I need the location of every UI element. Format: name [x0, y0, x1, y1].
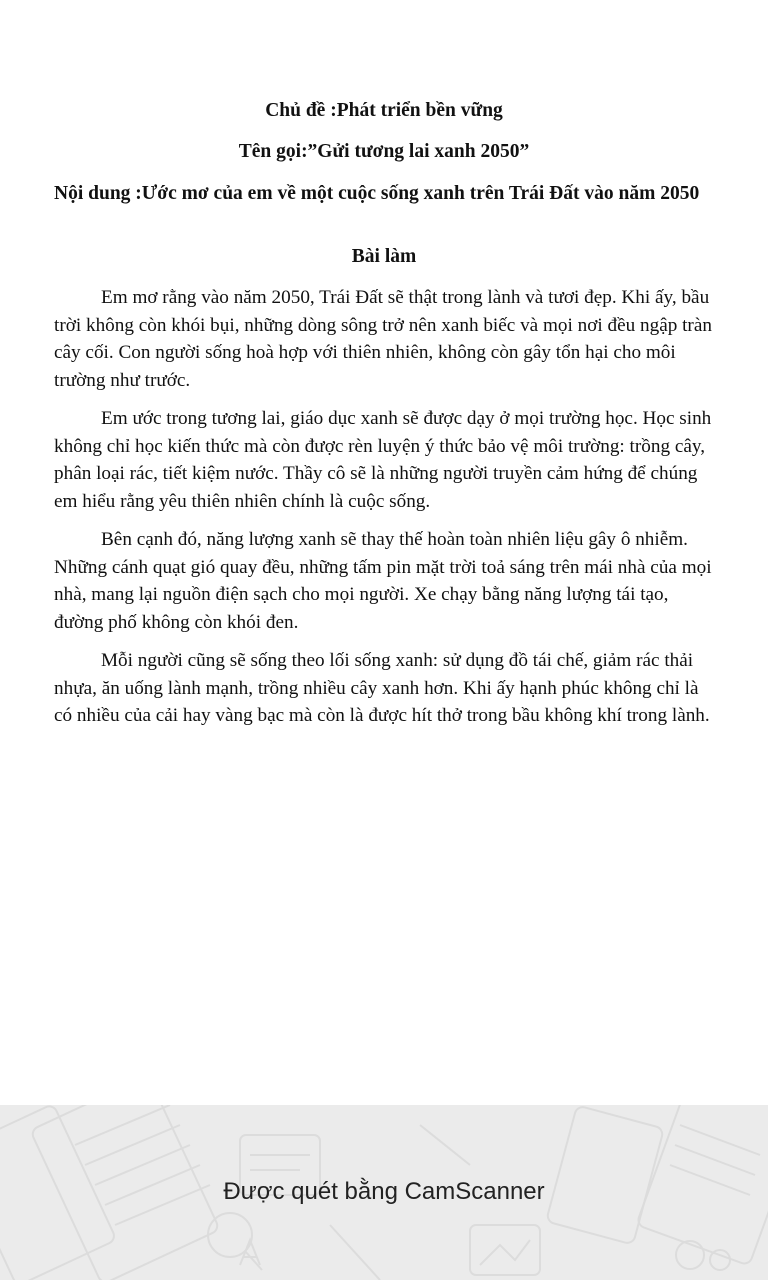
essay-paragraph: Mỗi người cũng sẽ sống theo lối sống xanh: sử dụng đồ tái chế, giảm rác thải nhựa, ăn uống lành mạnh, trồng nhiều cây xanh hơn. Khi ấy hạnh phúc không chỉ là có nhiều của cải hay vàng bạc mà còn là được hít thở trong bầu không khí trong lành. [54, 650, 710, 726]
essay-paragraph: Em ước trong tương lai, giáo dục xanh sẽ được dạy ở mọi trường học. Học sinh không chỉ học kiến thức mà còn được rèn luyện ý thức bảo vệ môi trường: trồng cây, phân loại rác, tiết kiệm nước. Thầy cô sẽ là những người truyền cảm hứng để chúng em hiểu rằng yêu thiên nhiên chính là cuộc sống. [54, 408, 712, 512]
content-heading: Nội dung :Ước mơ của em về một cuộc sống xanh trên Trái Đất vào năm 2050 [54, 183, 700, 204]
camscanner-watermark: Được quét bằng CamScanner [223, 1178, 545, 1205]
essay-title: Bài làm [351, 246, 417, 267]
essay-body [54, 284, 718, 741]
topic-heading: Chủ đề :Phát triển bền vững [265, 100, 503, 121]
essay-paragraph: Em mơ rằng vào năm 2050, Trái Đất sẽ thật trong lành và tươi đẹp. Khi ấy, bầu trời không còn khói bụi, những dòng sông trở nên xanh biếc và mọi nơi đều ngập tràn cây cối. Con người sống hoà hợp với thiên nhiên, không còn gây tổn hại cho môi trường như trước. [54, 287, 712, 391]
essay-paragraph: Bên cạnh đó, năng lượng xanh sẽ thay thế hoàn toàn nhiên liệu gây ô nhiễm. Những cánh quạt gió quay đều, những tấm pin mặt trời toả sáng trên mái nhà của mọi nhà, mang lại nguồn điện sạch cho mọi người. Xe chạy bằng năng lượng tái tạo, đường phố không còn khói đen. [54, 529, 712, 633]
name-heading: Tên gọi:”Gửi tương lai xanh 2050” [238, 141, 530, 162]
